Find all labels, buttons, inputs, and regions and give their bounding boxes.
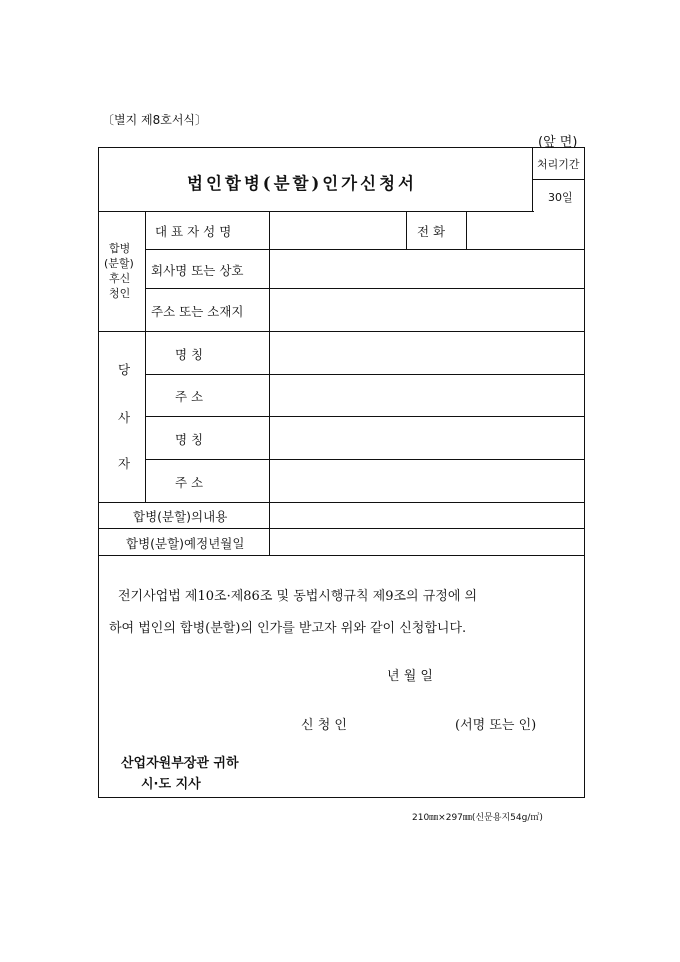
addressee-governor: 시·도 지사 — [141, 777, 201, 792]
merger-content-field[interactable] — [270, 503, 584, 528]
page-side: (앞 면) — [538, 135, 578, 150]
divider — [532, 179, 584, 180]
paper-spec: 210㎜×297㎜(신문용지54g/㎡) — [412, 813, 543, 823]
date-line: 년 월 일 — [387, 669, 433, 684]
applicant-group-label: (분할) — [104, 257, 134, 270]
address-label: 주소 또는 소재지 — [151, 304, 244, 319]
representative-label: 대 표 자 성 명 — [155, 224, 232, 239]
statement-line: 전기사업법 제10조·제86조 및 동법시행규칙 제9조의 규정에 의 — [118, 589, 478, 604]
form-id: 〔별지 제8호서식〕 — [102, 113, 208, 127]
statement-line: 하여 법인의 합병(분할)의 인가를 받고자 위와 같이 신청합니다. — [109, 621, 467, 636]
form-title: 법인합병(분할)인가신청서 — [187, 174, 417, 193]
party-name-field[interactable] — [270, 417, 584, 459]
party-name-label: 명 칭 — [175, 347, 204, 362]
company-address-field[interactable] — [270, 289, 584, 331]
party-address-label: 주 소 — [175, 389, 204, 404]
divider — [406, 211, 407, 249]
signature-seal-label: (서명 또는 인) — [455, 718, 537, 733]
party-name-label: 명 칭 — [175, 432, 204, 447]
party-address-field[interactable] — [270, 375, 584, 416]
divider — [532, 148, 533, 211]
divider — [99, 555, 585, 556]
company-label: 회사명 또는 상호 — [151, 263, 244, 278]
processing-label: 처리기간 — [537, 158, 580, 171]
processing-value: 30일 — [548, 191, 573, 204]
party-address-field[interactable] — [270, 460, 584, 502]
application-form — [98, 147, 585, 798]
applicant-sign-label: 신 청 인 — [301, 718, 347, 733]
phone-field[interactable] — [467, 212, 584, 249]
applicant-group-label: 합병 — [109, 242, 131, 255]
phone-label: 전 화 — [417, 224, 446, 239]
party-address-label: 주 소 — [175, 475, 204, 490]
applicant-group-label: 후신 — [109, 272, 131, 285]
merger-date-label: 합병(분할)예정년월일 — [126, 536, 245, 551]
divider — [145, 211, 146, 502]
parties-group-label: 사 — [118, 410, 131, 425]
applicant-group-label: 청인 — [109, 287, 131, 300]
representative-name-field[interactable] — [270, 212, 406, 249]
company-name-field[interactable] — [270, 250, 584, 288]
party-name-field[interactable] — [270, 332, 584, 374]
parties-group-label: 당 — [118, 362, 131, 377]
merger-date-field[interactable] — [270, 529, 584, 555]
parties-group-label: 자 — [118, 456, 131, 471]
addressee-minister: 산업자원부장관 귀하 — [121, 756, 239, 771]
merger-content-label: 합병(분할)의내용 — [133, 509, 228, 524]
